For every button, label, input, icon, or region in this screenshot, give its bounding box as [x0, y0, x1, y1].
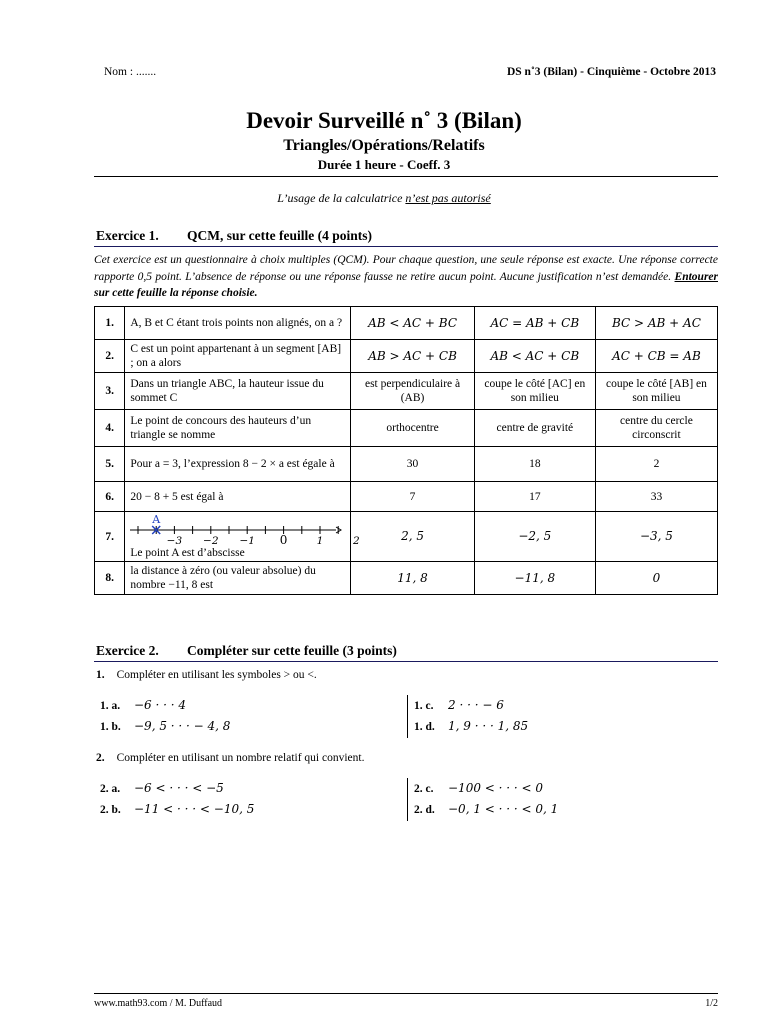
question-text: Le point de concours des hauteurs d’un triangle se nomme	[125, 410, 351, 447]
answer-text: coupe le côté [AC] en son milieu	[484, 378, 586, 404]
answer-option[interactable]	[351, 562, 474, 595]
calculator-note-underlined: n’est pas autorisé	[405, 191, 491, 205]
exercise2-heading	[96, 643, 397, 659]
number-line-figure	[130, 512, 361, 550]
point-a-label: A	[152, 513, 161, 526]
answer-option[interactable]	[351, 307, 474, 340]
answer-text: centre du cercle circonscrit	[620, 415, 693, 441]
answer-text: AC + CB = AB	[612, 348, 701, 363]
footer-rule	[94, 993, 718, 994]
qcm-row	[95, 447, 718, 482]
answer-option[interactable]	[351, 512, 474, 562]
qcm-row	[95, 373, 718, 410]
answer-option[interactable]	[474, 482, 595, 512]
item-2d	[414, 802, 558, 816]
exercise1-title: QCM, sur cette feuille (4 points)	[187, 228, 372, 243]
separator-bar-1	[407, 695, 408, 738]
item-1c-label: 1. c.	[414, 700, 434, 712]
part2-num: 2.	[96, 752, 105, 764]
answer-text: 2, 5	[401, 529, 424, 543]
answer-option[interactable]	[595, 373, 717, 410]
question-caption: Le point A est d’abscisse	[130, 547, 245, 559]
item-1d	[414, 719, 528, 733]
item-2c-label: 2. c.	[414, 783, 434, 795]
answer-option[interactable]	[595, 482, 717, 512]
answer-text: 0	[652, 570, 661, 585]
answer-text: 7	[409, 490, 416, 503]
question-number: 1.	[95, 307, 125, 340]
answer-text: 18	[529, 458, 541, 470]
answer-text: 11, 8	[397, 570, 428, 585]
item-2d-expr: −0, 1 < · · · < 0, 1	[448, 802, 559, 816]
intro-text: Cet exercice est un questionnaire à choix multiples (QCM). Pour chaque question, une seule réponse est exacte. Une réponse correcte rapporte 0,5 point. L’absence de réponse ou une réponse fausse ne retire aucun point. Aucune justification n’est demandée.	[94, 254, 718, 283]
part1-text: Compléter en utilisant les symboles > ou <.	[116, 669, 317, 681]
header-info: DS n˚3 (Bilan) - Cinquième - Octobre 2013	[506, 66, 716, 78]
item-1b-label: 1. b.	[100, 721, 121, 733]
page-title: Devoir Surveillé n˚ 3 (Bilan)	[246, 108, 522, 133]
answer-option[interactable]	[351, 340, 474, 373]
qcm-row	[95, 410, 718, 447]
answer-option[interactable]	[595, 562, 717, 595]
answer-option[interactable]	[595, 410, 717, 447]
page-subtitle: Triangles/Opérations/Relatifs	[283, 137, 485, 154]
exercise1-label: Exercice 1.	[96, 228, 159, 243]
item-1a-label: 1. a.	[100, 700, 121, 712]
item-2c-expr: −100 < · · · < 0	[448, 781, 544, 795]
answer-text: −2, 5	[518, 529, 552, 543]
separator-bar-2	[407, 778, 408, 821]
question-number: 4.	[95, 410, 125, 447]
qcm-row	[95, 482, 718, 512]
answer-option[interactable]	[351, 373, 474, 410]
footer-author: www.math93.com / M. Duffaud	[94, 998, 223, 1009]
qcm-table	[94, 306, 718, 595]
answer-text: 2	[653, 458, 660, 470]
exercise2-rule	[94, 661, 718, 662]
item-2b-expr: −11 < · · · < −10, 5	[134, 802, 255, 816]
question-text: A, B et C étant trois points non alignés, on a ?	[125, 307, 351, 340]
item-2a-expr: −6 < · · · < −5	[134, 781, 224, 795]
answer-option[interactable]	[474, 340, 595, 373]
answer-text: 17	[529, 490, 541, 503]
item-2d-label: 2. d.	[414, 804, 435, 816]
qcm-row	[95, 307, 718, 340]
question-number: 5.	[95, 447, 125, 482]
item-1a	[100, 698, 186, 712]
part1-num: 1.	[96, 669, 105, 681]
part1-instruction	[96, 669, 317, 681]
exercise1-heading	[96, 228, 372, 244]
exercise1-rule	[94, 246, 718, 247]
item-2c	[414, 781, 543, 795]
answer-option[interactable]	[351, 447, 474, 482]
page-number: 1/2	[705, 998, 718, 1009]
answer-option[interactable]	[595, 307, 717, 340]
answer-option[interactable]	[474, 512, 595, 562]
part2-instruction	[96, 752, 364, 764]
answer-option[interactable]	[595, 512, 717, 562]
number-line-label: 2	[353, 535, 361, 547]
item-2a-label: 2. a.	[100, 783, 121, 795]
answer-text: AB > AC + CB	[368, 348, 457, 363]
answer-text: 33	[650, 490, 663, 503]
question-number: 2.	[95, 340, 125, 373]
exercise2-label: Exercice 2.	[96, 643, 159, 658]
answer-option[interactable]	[474, 447, 595, 482]
number-line-label: 0	[280, 533, 288, 547]
item-1d-label: 1. d.	[414, 721, 435, 733]
item-1c-expr: 2 · · · − 6	[448, 698, 504, 712]
answer-option[interactable]	[351, 482, 474, 512]
answer-text: BC > AB + AC	[611, 315, 701, 330]
question-number: 7.	[95, 512, 125, 562]
item-1b	[100, 719, 230, 733]
item-1b-expr: −9, 5 · · · − 4, 8	[134, 719, 231, 733]
question-number: 8.	[95, 562, 125, 595]
calculator-note-text: L’usage de la calculatrice	[277, 191, 406, 205]
question-text: 20 − 8 + 5 est égal à	[125, 482, 351, 512]
answer-option[interactable]	[595, 447, 717, 482]
number-line-label: 1	[316, 535, 324, 547]
question-text	[125, 512, 361, 562]
duration: Durée 1 heure - Coeff. 3	[317, 157, 451, 172]
number-line	[130, 512, 361, 547]
number-line-label: −3	[166, 535, 183, 547]
intro-end: sur cette feuille la réponse choisie.	[94, 287, 258, 299]
title-rule	[94, 176, 718, 177]
answer-text: centre de gravité	[496, 422, 574, 434]
item-1a-expr: −6 · · · 4	[134, 698, 187, 712]
answer-text: est perpendiculaire à (AB)	[364, 378, 461, 404]
item-2a	[100, 781, 224, 795]
qcm-row	[95, 562, 718, 595]
answer-option[interactable]	[474, 410, 595, 447]
calculator-note	[0, 191, 768, 206]
answer-text: AB < AC + CB	[490, 348, 580, 363]
question-text: la distance à zéro (ou valeur absolue) du nombre −11, 8 est	[125, 562, 351, 595]
answer-text: −11, 8	[514, 570, 556, 585]
question-number: 3.	[95, 373, 125, 410]
answer-option[interactable]	[474, 307, 595, 340]
answer-text: AB < AC + BC	[368, 315, 457, 330]
answer-option[interactable]	[474, 562, 595, 595]
question-text: Dans un triangle ABC, la hauteur issue du sommet C	[125, 373, 351, 410]
intro-circle-word: Entourer	[674, 270, 718, 283]
part2-text: Compléter en utilisant un nombre relatif qui convient.	[116, 752, 365, 764]
answer-option[interactable]	[351, 410, 474, 447]
item-1c	[414, 698, 504, 712]
answer-text: AC = AB + CB	[490, 315, 580, 330]
item-2b-label: 2. b.	[100, 804, 121, 816]
exercise1-intro	[94, 252, 718, 302]
answer-option[interactable]	[474, 373, 595, 410]
answer-option[interactable]	[595, 340, 717, 373]
number-line-label: −1	[239, 535, 256, 547]
question-text: Pour a = 3, l’expression 8 − 2 × a est égale à	[125, 447, 351, 482]
exercise2-title: Compléter sur cette feuille (3 points)	[187, 643, 397, 658]
question-text: C est un point appartenant à un segment [AB] ; on a alors	[125, 340, 351, 373]
qcm-row	[95, 512, 718, 562]
answer-text: coupe le côté [AB] en son milieu	[605, 378, 707, 404]
qcm-row	[95, 340, 718, 373]
item-2b	[100, 802, 254, 816]
answer-text: −3, 5	[639, 529, 673, 543]
answer-text: 30	[406, 458, 419, 470]
header-name: Nom : .......	[104, 66, 157, 78]
number-line-label: −2	[203, 535, 219, 547]
answer-text: orthocentre	[386, 422, 439, 434]
question-number: 6.	[95, 482, 125, 512]
item-1d-expr: 1, 9 · · · 1, 85	[448, 719, 529, 733]
